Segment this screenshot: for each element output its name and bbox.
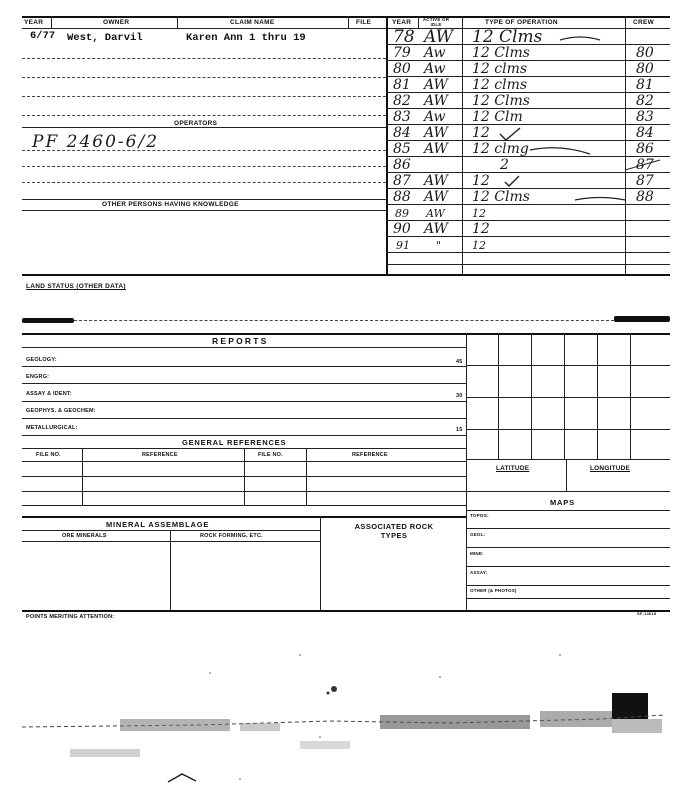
grid-line	[498, 333, 499, 459]
log-crew: 86	[636, 141, 654, 157]
log-operation: 12	[472, 239, 486, 252]
report-metallurgical: METALLURGICAL:	[26, 425, 78, 431]
mineral-divider	[170, 530, 171, 610]
grid-line	[531, 333, 532, 459]
claim-name: Karen Ann 1 thru 19	[186, 32, 306, 44]
gr-divider	[306, 448, 307, 505]
grid-line	[466, 429, 670, 430]
log-operation: 2	[500, 157, 509, 173]
general-references-title: GENERAL REFERENCES	[182, 438, 287, 447]
log-operation: 12 Clms	[472, 189, 530, 205]
log-year: 80	[393, 61, 411, 77]
log-status: Aw	[424, 45, 446, 61]
grid-line	[597, 333, 598, 459]
log-operation: 12 Clms	[472, 27, 543, 47]
report-engrg: ENGRG:	[26, 374, 50, 380]
reports-under-line	[22, 347, 466, 348]
log-year: 89	[395, 207, 409, 220]
year2-header: YEAR	[392, 19, 412, 26]
log-crew: 84	[636, 125, 654, 141]
log-crew: 88	[636, 189, 654, 205]
longitude-label: LONGITUDE	[590, 465, 631, 472]
gr-file-no2: FILE NO.	[258, 452, 283, 458]
report-geology: GEOLOGY:	[26, 357, 57, 363]
report-code: 15	[456, 427, 463, 433]
reports-top-border	[22, 333, 670, 335]
mineral-assemblage-title: MINERAL ASSEMBLAGE	[106, 520, 210, 529]
owner-year: 6/77	[30, 30, 56, 42]
log-year: 82	[393, 93, 411, 109]
log-crew: 87	[636, 173, 654, 189]
log-operation: 12 clmg	[472, 141, 529, 157]
latitude-label: LATITUDE	[496, 465, 530, 472]
associated-rock-types-header: ASSOCIATED ROCK TYPES	[354, 522, 434, 540]
land-status-title: LAND STATUS (OTHER DATA)	[26, 283, 126, 290]
log-year: 84	[393, 125, 411, 141]
report-code: 30	[456, 393, 463, 399]
report-line	[22, 383, 466, 384]
mineral-divider	[320, 516, 321, 610]
log-year: 88	[393, 189, 411, 205]
report-code: 45	[456, 359, 463, 365]
form-number: SF-14618	[637, 611, 657, 616]
claim-name-header: CLAIM NAME	[230, 19, 275, 26]
log-status: AW	[424, 221, 448, 237]
gr-reference2: REFERENCE	[352, 452, 388, 458]
gr-divider	[82, 448, 83, 505]
log-operation: 12 Clm	[472, 109, 523, 125]
log-status: AW	[424, 125, 448, 141]
log-crew: 81	[636, 77, 654, 93]
log-year: 85	[393, 141, 411, 157]
log-status: AW	[424, 27, 454, 47]
log-operation: 12	[472, 221, 490, 237]
log-operation: 12 clms	[472, 77, 528, 93]
reports-right-border	[466, 333, 467, 611]
log-operation: 12 clms	[472, 61, 528, 77]
log-operation: 12 Clms	[472, 45, 530, 61]
binder-smudge	[22, 318, 74, 323]
log-year: 91	[396, 239, 410, 252]
land-status-top-border	[22, 274, 670, 276]
type-of-operation-header: TYPE OF OPERATION	[485, 19, 558, 26]
file-header: FILE	[356, 19, 372, 26]
form-bottom-border	[22, 610, 670, 612]
log-status: Aw	[424, 109, 446, 125]
maps-line	[466, 585, 670, 586]
row-line	[74, 320, 614, 321]
log-operation: 12	[472, 125, 490, 141]
grid-line	[564, 333, 565, 459]
map-topog: TOPOG:	[470, 513, 489, 518]
log-operation: 12	[472, 173, 490, 189]
maps-line	[466, 547, 670, 548]
log-year: 90	[393, 221, 411, 237]
report-line	[22, 418, 466, 419]
binder-smudge	[614, 316, 670, 322]
operator-entry: PF 2460-6/2	[32, 132, 160, 152]
year-header: YEAR	[24, 19, 44, 26]
maps-line	[466, 598, 670, 599]
log-status: AW	[424, 173, 448, 189]
operators-title: OPERATORS	[174, 120, 218, 127]
log-status: AW	[424, 77, 448, 93]
report-assay: ASSAY & IDENT:	[26, 391, 72, 397]
maps-line	[466, 528, 670, 529]
maps-line	[466, 510, 670, 511]
log-crew: 80	[636, 61, 654, 77]
log-crew: 80	[636, 45, 654, 61]
owner-header: OWNER	[103, 19, 130, 26]
grid-line	[466, 365, 670, 366]
log-status: AW	[424, 93, 448, 109]
points-meriting-attention: POINTS MERITING ATTENTION:	[26, 614, 115, 620]
grid-line	[630, 333, 631, 459]
log-crew: 82	[636, 93, 654, 109]
log-year: 79	[393, 45, 411, 61]
log-status: AW	[426, 207, 445, 220]
log-status: "	[436, 239, 442, 252]
report-line	[22, 401, 466, 402]
crew-header: CREW	[633, 19, 655, 26]
log-year: 87	[393, 173, 411, 189]
log-status: Aw	[424, 61, 446, 77]
map-mine: MINE:	[470, 551, 484, 556]
log-year: 78	[393, 27, 415, 47]
log-status: AW	[424, 141, 448, 157]
gr-file-no: FILE NO.	[36, 452, 61, 458]
map-other: OTHER (& PHOTOS)	[470, 588, 517, 593]
scan-noise	[0, 615, 678, 805]
maps-title: MAPS	[550, 498, 575, 507]
grid-line	[466, 459, 670, 460]
other-persons-title: OTHER PERSONS HAVING KNOWLEDGE	[102, 201, 239, 208]
mineral-line	[22, 541, 320, 542]
log-year: 86	[393, 157, 411, 173]
log-crew: 87	[636, 157, 654, 173]
gr-divider	[244, 448, 245, 505]
mineral-top-border	[22, 516, 466, 518]
rock-forming-header: ROCK FORMING, ETC.	[200, 533, 263, 539]
log-crew: 83	[636, 109, 654, 125]
report-geophys: GEOPHYS. & GEOCHEM:	[26, 408, 96, 414]
report-line	[22, 435, 466, 436]
map-geol: GEOL:	[470, 532, 486, 537]
map-assay: ASSAY:	[470, 570, 488, 575]
report-line	[22, 366, 466, 367]
log-operation: 12 Clms	[472, 93, 530, 109]
gr-line	[22, 505, 466, 506]
maps-line	[466, 566, 670, 567]
log-status: AW	[424, 189, 448, 205]
log-year: 81	[393, 77, 411, 93]
handwriting-strokes	[0, 0, 678, 280]
ore-minerals-header: ORE MINERALS	[62, 533, 107, 539]
log-year: 83	[393, 109, 411, 125]
log-operation: 12	[472, 207, 486, 220]
gr-reference: REFERENCE	[142, 452, 178, 458]
active-idle-header: ACTIVE OR IDLE	[422, 17, 450, 27]
latlong-divider	[566, 459, 567, 491]
grid-line	[466, 397, 670, 398]
reports-title: REPORTS	[212, 336, 269, 346]
latlong-line	[466, 491, 670, 492]
mineral-line	[22, 530, 320, 531]
owner-name: West, Darvil	[67, 32, 143, 44]
